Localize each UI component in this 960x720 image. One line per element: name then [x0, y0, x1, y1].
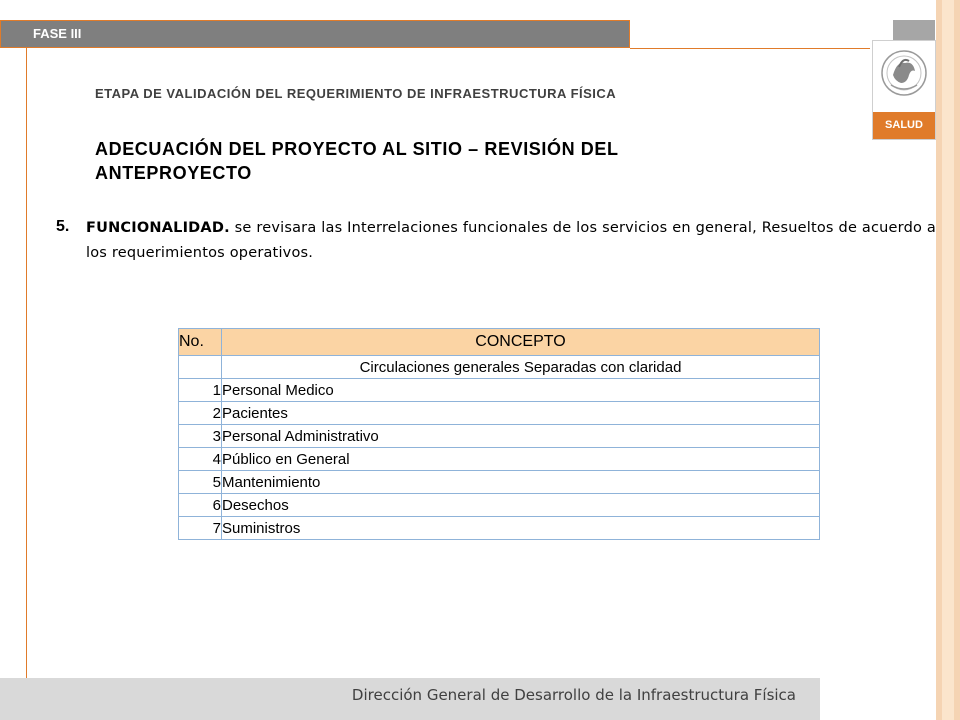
table-cell-no: 5 [179, 471, 222, 494]
table-row [179, 494, 820, 517]
table-row [179, 471, 820, 494]
table-cell-no: 6 [179, 494, 222, 517]
page-title: ADECUACIÓN DEL PROYECTO AL SITIO – REVISIÓN DEL ANTEPROYECTO [95, 139, 619, 183]
item-paragraph [86, 216, 936, 266]
table-header-row [179, 329, 820, 356]
stage-title: ETAPA DE VALIDACIÓN DEL REQUERIMIENTO DE INFRAESTRUCTURA FÍSICA [95, 86, 617, 101]
table-row [179, 402, 820, 425]
left-margin-rule [26, 48, 27, 678]
salud-label: SALUD [873, 112, 935, 139]
table-cell-no: 7 [179, 517, 222, 540]
table-cell-no: 1 [179, 379, 222, 402]
header-no: No. [179, 329, 222, 356]
item-body: se revisara las Interrelaciones funcionales de los servicios en general, Resueltos de acuerdo a los requerimientos operativos. [86, 220, 936, 261]
right-stripe-inner [942, 0, 954, 720]
item-heading: FUNCIONALIDAD. [86, 220, 230, 236]
table-row [179, 517, 820, 540]
table-cell-concept: Personal Administrativo [222, 425, 820, 448]
table-cell-no: 3 [179, 425, 222, 448]
table-cell-concept: Suministros [222, 517, 820, 540]
table-row [179, 356, 820, 379]
coat-of-arms-icon [879, 45, 929, 103]
table-cell-concept: Desechos [222, 494, 820, 517]
table-cell-no: 4 [179, 448, 222, 471]
header-concept: CONCEPTO [222, 329, 820, 356]
table-row [179, 425, 820, 448]
table-cell-concept: Pacientes [222, 402, 820, 425]
table-cell-no [179, 356, 222, 379]
header-divider [630, 48, 870, 49]
item-number: 5. [56, 218, 70, 235]
concepts-table [178, 328, 820, 540]
table-cell-concept: Personal Medico [222, 379, 820, 402]
table-cell-concept: Circulaciones generales Separadas con claridad [222, 356, 820, 379]
table-row [179, 379, 820, 402]
table-cell-concept: Mantenimiento [222, 471, 820, 494]
table-cell-concept: Público en General [222, 448, 820, 471]
table-cell-no: 2 [179, 402, 222, 425]
table-row [179, 448, 820, 471]
phase-bar [0, 20, 630, 48]
phase-label: FASE III [33, 26, 82, 41]
footer-text: Dirección General de Desarrollo de la Infraestructura Física [351, 686, 796, 704]
